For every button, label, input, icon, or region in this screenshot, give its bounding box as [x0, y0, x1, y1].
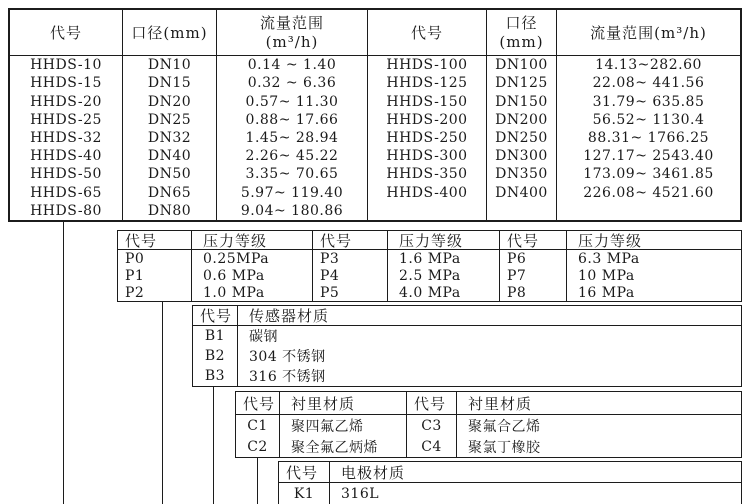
dn-cell: DN20: [123, 92, 217, 110]
header-diameter-right-line2: (mm): [499, 32, 544, 51]
sensor-material-cell: 304 不锈钢: [249, 349, 326, 365]
code-cell: HHDS-65: [10, 184, 123, 202]
flow-cell: 3.35~ 70.65: [217, 165, 368, 183]
sensor-code-cell: B1: [193, 326, 238, 346]
dn-cell: DN15: [123, 74, 217, 92]
flow-cell: 1.45~ 28.94: [217, 129, 368, 147]
code-cell: [368, 202, 487, 220]
dn-cell: DN400: [487, 184, 557, 202]
pressure-header-code: 代号: [500, 231, 567, 250]
code-cell: HHDS-80: [10, 202, 123, 220]
pressure-value-cell: 1.6 MPa: [388, 250, 500, 267]
dn-cell: DN200: [487, 111, 557, 129]
connector-line-lining-code: [257, 458, 258, 504]
code-cell: HHDS-150: [368, 92, 487, 110]
lining-code-cell: C2: [236, 436, 280, 457]
flow-cell: 173.09~ 3461.85: [583, 166, 714, 183]
lining-header-material: 衬里材质: [280, 392, 407, 415]
lining-material-cell: 聚四氟乙烯: [280, 415, 407, 436]
dn-cell: DN40: [123, 147, 217, 165]
header-flow-right: 流量范围(m³/h): [557, 10, 740, 56]
electrode-material-table: [278, 461, 742, 504]
code-cell: HHDS-125: [368, 74, 487, 92]
flow-cell: [557, 202, 740, 220]
pressure-header-grade: 压力等级: [567, 231, 741, 250]
header-flow-left-line2: (m³/h): [265, 32, 319, 51]
flow-cell: 2.26~ 45.22: [217, 147, 368, 165]
code-cell: HHDS-20: [10, 92, 123, 110]
sensor-material-cell: 碳钢: [249, 329, 278, 345]
pressure-header-code: 代号: [313, 231, 388, 250]
dn-cell: DN150: [487, 92, 557, 110]
dn-cell: DN10: [123, 56, 217, 74]
header-diameter-right-line1: 口径: [505, 13, 538, 32]
pressure-value-cell: 0.6 MPa: [192, 267, 313, 284]
pressure-grade-table: [117, 230, 742, 302]
header-flow-left-line1: 流量范围: [259, 13, 324, 32]
pressure-value-cell: 16 MPa: [578, 284, 635, 301]
pressure-code-cell: P4: [313, 267, 388, 284]
pressure-code-cell: P3: [313, 250, 388, 267]
lining-code-cell: C1: [236, 415, 280, 436]
electrode-code-cell: K1: [279, 483, 330, 504]
header-diameter-left: 口径(mm): [123, 10, 217, 56]
sensor-header-code: 代号: [193, 306, 238, 326]
code-cell: HHDS-32: [10, 129, 123, 147]
pressure-value-cell: 6.3 MPa: [578, 250, 640, 267]
header-flow-left: [217, 10, 368, 56]
flow-cell: 56.52~ 1130.4: [592, 111, 705, 128]
flow-cell: 0.88~ 17.66: [217, 111, 368, 129]
pressure-code-cell: P6: [500, 250, 567, 267]
lining-header-code: 代号: [236, 392, 280, 415]
code-cell: HHDS-350: [368, 165, 487, 183]
electrode-material-cell: 316L: [341, 485, 380, 502]
lining-material-cell: 聚氟合乙烯: [468, 418, 541, 435]
lining-material-cell: 聚氯丁橡胶: [468, 439, 541, 456]
sensor-material-table: [192, 305, 742, 387]
pressure-value-cell: 0.25MPa: [192, 250, 313, 267]
pressure-header-grade: 压力等级: [388, 231, 500, 250]
flow-cell: 14.13~282.60: [595, 57, 702, 74]
flow-cell: 22.08~ 441.56: [592, 75, 705, 92]
dn-cell: DN125: [487, 74, 557, 92]
header-diameter-right: [487, 10, 557, 56]
flow-cell: 5.97~ 119.40: [217, 184, 368, 202]
pressure-code-cell: P0: [118, 250, 192, 267]
model-spec-table: [8, 8, 742, 222]
code-cell: HHDS-25: [10, 111, 123, 129]
dn-cell: DN65: [123, 184, 217, 202]
flow-cell: 88.31~ 1766.25: [587, 129, 710, 146]
pressure-value-cell: 2.5 MPa: [388, 267, 500, 284]
flow-cell: 0.57~ 11.30: [217, 92, 368, 110]
code-cell: HHDS-15: [10, 74, 123, 92]
flow-cell: 0.14 ~ 1.40: [217, 56, 368, 74]
pressure-value-cell: 1.0 MPa: [192, 284, 313, 301]
pressure-header-grade: 压力等级: [192, 231, 313, 250]
flow-cell: 9.04~ 180.86: [217, 202, 368, 220]
electrode-header-material: 电极材质: [330, 462, 741, 483]
code-cell: HHDS-40: [10, 147, 123, 165]
lining-material-table: [235, 391, 742, 458]
dn-cell: DN25: [123, 111, 217, 129]
pressure-header-code: 代号: [118, 231, 192, 250]
connector-line-model-code: [63, 222, 64, 504]
header-code-left: 代号: [10, 10, 123, 56]
header-code-right: 代号: [368, 10, 487, 56]
lining-header-code: 代号: [407, 392, 457, 415]
dn-cell: DN300: [487, 147, 557, 165]
dn-cell: DN100: [487, 56, 557, 74]
lining-code-cell: C4: [407, 436, 457, 457]
dn-cell: DN32: [123, 129, 217, 147]
pressure-code-cell: P1: [118, 267, 192, 284]
sensor-header-material: 传感器材质: [238, 306, 741, 326]
code-cell: HHDS-50: [10, 165, 123, 183]
connector-line-sensor-code: [213, 387, 214, 504]
code-cell: HHDS-300: [368, 147, 487, 165]
code-cell: HHDS-400: [368, 184, 487, 202]
pressure-value-cell: 4.0 MPa: [388, 284, 500, 301]
pressure-code-cell: P2: [118, 284, 192, 301]
dn-cell: DN50: [123, 165, 217, 183]
dn-cell: DN350: [487, 165, 557, 183]
flow-cell: 226.08~ 4521.60: [583, 184, 714, 201]
pressure-value-cell: 10 MPa: [578, 267, 635, 284]
code-cell: HHDS-100: [368, 56, 487, 74]
flow-cell: 0.32 ~ 6.36: [217, 74, 368, 92]
lining-material-cell: 聚全氟乙炳烯: [280, 436, 407, 457]
dn-cell: DN80: [123, 202, 217, 220]
pressure-code-cell: P8: [500, 284, 567, 301]
dn-cell: DN250: [487, 129, 557, 147]
code-cell: HHDS-10: [10, 56, 123, 74]
code-cell: HHDS-250: [368, 129, 487, 147]
flow-cell: 31.79~ 635.85: [592, 93, 705, 110]
code-cell: HHDS-200: [368, 111, 487, 129]
lining-code-cell: C3: [407, 415, 457, 436]
sensor-material-cell: 316 不锈钢: [249, 369, 326, 385]
sensor-code-cell: B3: [193, 366, 238, 386]
electrode-header-code: 代号: [279, 462, 330, 483]
connector-line-pressure-code: [162, 302, 163, 504]
flow-cell: 127.17~ 2543.40: [583, 148, 714, 165]
dn-cell: [487, 202, 557, 220]
pressure-code-cell: P7: [500, 267, 567, 284]
lining-header-material: 衬里材质: [457, 392, 741, 415]
sensor-code-cell: B2: [193, 346, 238, 366]
pressure-code-cell: P5: [313, 284, 388, 301]
